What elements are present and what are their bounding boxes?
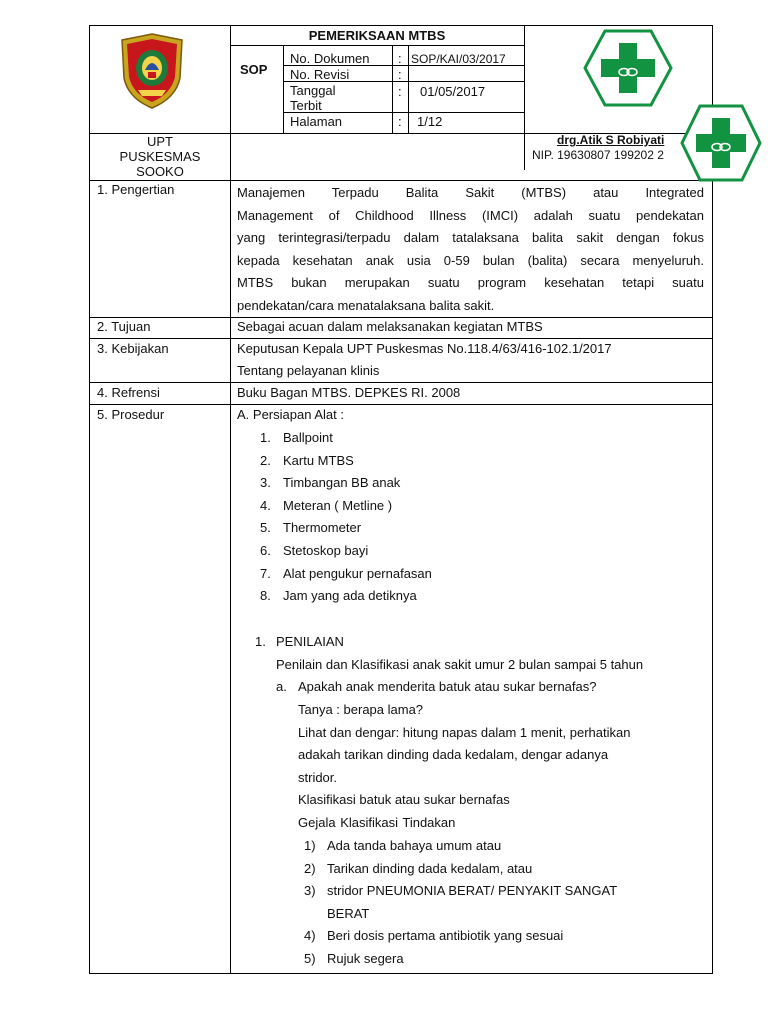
tool-number: 4. (260, 497, 271, 513)
text-line: Management of Childhood Illness (IMCI) adalah suatu pendekatan (237, 207, 704, 223)
meta-label: Halaman (290, 114, 343, 129)
classification-item: Ada tanda bahaya umum atau (327, 838, 502, 853)
tool-item: Timbangan BB anak (283, 475, 401, 491)
meta-label: Tanggal (290, 83, 336, 98)
label-divider (392, 45, 393, 133)
kebijakan-line: Keputusan Kepala UPT Puskesmas No.118.4/63/416-102.1/2017 (237, 341, 612, 356)
tool-number: 6. (260, 543, 271, 558)
org-name-line: SOOKO (136, 164, 184, 179)
assessment-line: stridor. (298, 769, 338, 785)
meta-label: No. Revisi (290, 67, 350, 82)
puskesmas-cross-icon (583, 29, 673, 107)
tool-item: Ballpoint (283, 430, 333, 445)
tool-number: 2. (260, 452, 271, 468)
text-line: MTBS bukan merupakan suatu program kesehatan tetapi suatu (237, 275, 704, 291)
row-line (90, 180, 713, 181)
question-text: Apakah anak menderita batuk atau sukar bernafas? (298, 679, 597, 694)
prosedur-heading: A. Persiapan Alat : (237, 407, 344, 422)
section-label-tujuan: 2. Tujuan (97, 319, 151, 334)
row-line (90, 382, 713, 383)
classification-item: Rujuk segera (327, 951, 404, 966)
header-divider-right (524, 26, 525, 170)
meta-value-date: 01/05/2017 (420, 84, 486, 99)
meta-sep: : (398, 114, 402, 129)
penilaian-number: 1. (255, 634, 266, 649)
classification-item: Tarikan dinding dada kedalam, atau (327, 860, 533, 876)
meta-sep: : (398, 51, 402, 66)
tool-number: 8. (260, 588, 271, 604)
meta-sep: : (398, 67, 402, 82)
signer-name: drg.Atik S Robiyati (557, 133, 665, 147)
document-title: PEMERIKSAAN MTBS (308, 28, 446, 43)
tool-number: 3. (260, 475, 271, 491)
assessment-line: adakah tarikan dinding dada kedalam, dengar adanya (298, 747, 609, 763)
tool-item: Thermometer (283, 520, 362, 536)
question-letter: a. (276, 679, 287, 694)
meta-label: No. Dokumen (290, 51, 370, 66)
sop-label: SOP (240, 62, 268, 77)
assessment-line: Tanya : berapa lama? (298, 702, 424, 717)
classification-item: Beri dosis pertama antibiotik yang sesuai (327, 928, 564, 944)
tool-item: Stetoskop bayi (283, 543, 369, 558)
signer-nip: NIP. 19630807 199202 2 (532, 148, 664, 162)
meta-value-document: SOP/KAI/03/2017 (411, 52, 506, 66)
classification-number: 3) (304, 883, 316, 899)
org-name-line: UPT (147, 134, 173, 149)
tool-number: 1. (260, 430, 271, 445)
sop-document (89, 25, 713, 974)
tujuan-text: Sebagai acuan dalam melaksanakan kegiatan MTBS (237, 319, 543, 334)
section-label-pengertian: 1. Pengertian (97, 182, 175, 197)
assessment-line: Lihat dan dengar: hitung napas dalam 1 menit, perhatikan (298, 724, 631, 740)
classification-columns: Gejala Klasifikasi Tindakan (298, 815, 456, 830)
classification-item: stridor PNEUMONIA BERAT/ PENYAKIT SANGAT (327, 883, 618, 899)
text-line: yang terintegrasi/terpadu dalam tatalaksana balita sakit dengan fokus (237, 230, 704, 246)
regency-emblem-icon (118, 32, 186, 110)
row-line (90, 404, 713, 405)
pengertian-text (237, 182, 704, 318)
section-label-prosedur: 5. Prosedur (97, 407, 165, 422)
section-label-kebijakan: 3. Kebijakan (97, 341, 169, 356)
sep-divider (408, 45, 409, 133)
tool-number: 5. (260, 520, 271, 536)
kebijakan-line: Tentang pelayanan klinis (237, 363, 380, 378)
text-line: kepada kesehatan anak usia 0-59 bulan (balita) secara menyeluruh. (237, 252, 704, 268)
tool-item: Kartu MTBS (283, 452, 354, 468)
tool-item: Jam yang ada detiknya (283, 588, 417, 604)
puskesmas-cross-icon (680, 104, 762, 182)
classification-number: 4) (304, 928, 316, 944)
row-line (90, 338, 713, 339)
title-underline (230, 45, 524, 46)
classification-item: BERAT (327, 905, 370, 921)
tool-item: Meteran ( Metline ) (283, 497, 393, 513)
section-label-refrensi: 4. Refrensi (97, 385, 160, 400)
assessment-line: Klasifikasi batuk atau sukar bernafas (298, 792, 510, 808)
classification-number: 2) (304, 860, 316, 876)
org-name-line: PUSKESMAS (119, 149, 201, 164)
penilaian-desc: Penilain dan Klasifikasi anak sakit umur 2 bulan sampai 5 tahun (276, 657, 644, 672)
tool-item: Alat pengukur pernafasan (283, 565, 432, 581)
tool-number: 7. (260, 565, 271, 581)
column-divider (230, 26, 231, 974)
classification-number: 5) (304, 951, 316, 966)
meta-label: Terbit (290, 98, 322, 113)
classification-number: 1) (304, 838, 316, 853)
meta-value-page: 1/12 (417, 114, 443, 129)
penilaian-title: PENILAIAN (276, 634, 344, 649)
text-line: pendekatan/cara menatalaksana balita sakit. (237, 297, 495, 313)
sop-divider (283, 45, 284, 133)
text-line: Manajemen Terpadu Balita Sakit (MTBS) atau Integrated (237, 185, 704, 200)
meta-sep: : (398, 84, 402, 99)
refrensi-text: Buku Bagan MTBS. DEPKES RI. 2008 (237, 385, 461, 400)
